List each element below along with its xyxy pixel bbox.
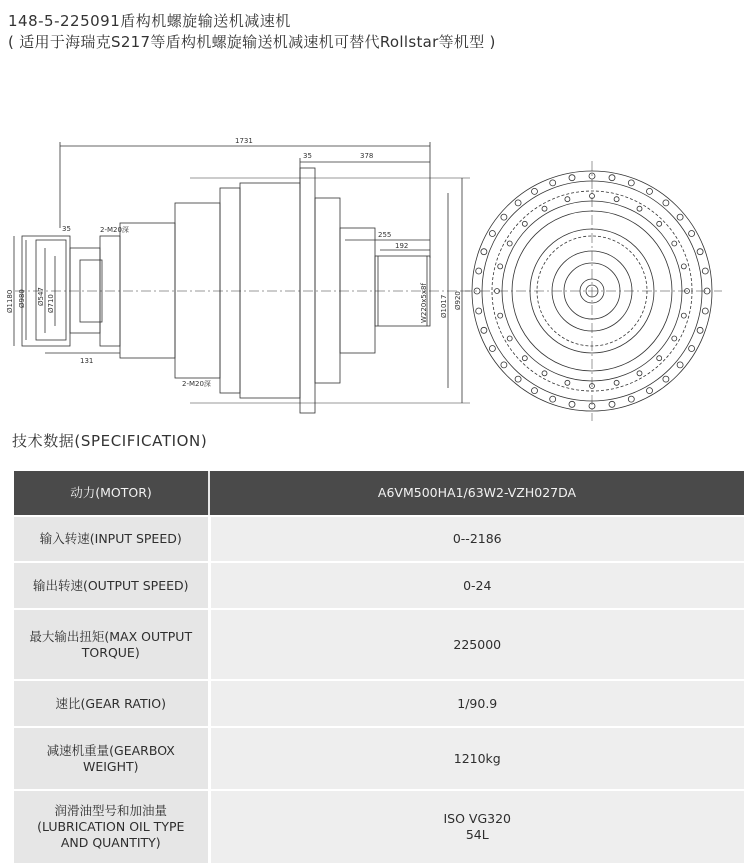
spec-value: 1210kg — [209, 727, 744, 790]
end-view — [462, 161, 722, 421]
bolt-hole — [507, 241, 512, 246]
dim-phi547: Ø547 — [37, 287, 45, 306]
specification-heading: 技术数据(SPECIFICATION) — [12, 432, 208, 450]
dim-phi980: Ø980 — [18, 289, 26, 308]
bolt-hole — [647, 188, 653, 194]
bolt-hole — [489, 346, 495, 352]
side-view-dims — [6, 137, 462, 388]
dim-35-top: 35 — [303, 152, 312, 160]
bolt-hole — [657, 356, 662, 361]
spec-row — [14, 516, 744, 562]
dim-spline: W220x5x8f — [420, 283, 428, 323]
dim-192: 192 — [395, 242, 409, 250]
spec-header-label: 动力(MOTOR) — [14, 471, 209, 516]
spec-value: 1/90.9 — [209, 680, 744, 727]
bolt-hole — [569, 401, 575, 407]
bolt-hole — [542, 371, 547, 376]
bolt-hole — [476, 308, 482, 314]
bolt-hole — [697, 327, 703, 333]
bolt-hole — [522, 221, 527, 226]
dim-35-left: 35 — [62, 225, 71, 233]
bolt-hole — [681, 313, 686, 318]
product-title: 148-5-225091盾构机螺旋输送机减速机 — [8, 12, 291, 30]
spec-label: 输入转速(INPUT SPEED) — [14, 516, 209, 562]
bolt-hole — [663, 376, 669, 382]
bolt-hole — [569, 175, 575, 181]
bolt-hole — [647, 388, 653, 394]
bolt-hole — [550, 180, 556, 186]
bolt-hole — [697, 249, 703, 255]
bolt-hole — [702, 268, 708, 274]
spec-row — [14, 790, 744, 863]
bolt-hole — [628, 180, 634, 186]
specification-table — [14, 471, 744, 863]
bolt-hole — [637, 206, 642, 211]
bolt-hole — [489, 231, 495, 237]
product-subtitle: ( 适用于海瑞克S217等盾构机螺旋输送机减速机可替代Rollstar等机型 ) — [8, 33, 496, 51]
spec-row — [14, 727, 744, 790]
bolt-hole — [681, 264, 686, 269]
spec-row — [14, 562, 744, 609]
bolt-hole — [522, 356, 527, 361]
bolt-hole — [677, 214, 683, 220]
bolt-hole — [507, 336, 512, 341]
dim-phi-pilot: Ø710 — [47, 294, 55, 313]
bolt-hole — [481, 327, 487, 333]
spec-row — [14, 609, 744, 680]
spec-value: 0--2186 — [209, 516, 744, 562]
spec-label: 润滑油型号和加油量 (LUBRICATION OIL TYPE AND QUANTITY) — [14, 790, 209, 863]
bolt-hole — [498, 264, 503, 269]
bolt-hole — [476, 268, 482, 274]
bolt-hole — [565, 380, 570, 385]
dim-378: 378 — [360, 152, 374, 160]
bolt-hole — [628, 396, 634, 402]
bolt-hole — [609, 401, 615, 407]
spec-header-value: A6VM500HA1/63W2-VZH027DA — [209, 471, 744, 516]
dim-phi-out: Ø1017 — [440, 294, 448, 318]
spec-value: 0-24 — [209, 562, 744, 609]
spec-label: 输出转速(OUTPUT SPEED) — [14, 562, 209, 609]
spec-label: 减速机重量(GEARBOX WEIGHT) — [14, 727, 209, 790]
bolt-hole — [614, 197, 619, 202]
bolt-hole — [501, 214, 507, 220]
bolt-hole — [637, 371, 642, 376]
spec-value: ISO VG320 54L — [209, 790, 744, 863]
bolt-hole — [677, 362, 683, 368]
side-view — [14, 142, 470, 413]
dim-phi-pcd: Ø920 — [454, 291, 462, 310]
dim-131: 131 — [80, 357, 94, 365]
dim-overall-length: 1731 — [235, 137, 253, 145]
bolt-hole — [532, 188, 538, 194]
dim-255: 255 — [378, 231, 392, 239]
bolt-hole — [501, 362, 507, 368]
bolt-hole — [614, 380, 619, 385]
technical-drawing — [0, 128, 750, 428]
bolt-hole — [565, 197, 570, 202]
bolt-hole — [542, 206, 547, 211]
bolt-hole — [689, 346, 695, 352]
spec-header-row — [14, 471, 744, 516]
bolt-hole — [672, 241, 677, 246]
spec-value: 225000 — [209, 609, 744, 680]
bolt-hole — [609, 175, 615, 181]
bolt-hole — [702, 308, 708, 314]
dim-bolt-top: 2-M20深 — [100, 226, 129, 234]
bolt-hole — [672, 336, 677, 341]
bolt-hole — [550, 396, 556, 402]
dim-bolt-bottom: 2-M20深 — [182, 380, 211, 388]
spec-label: 最大输出扭矩(MAX OUTPUT TORQUE) — [14, 609, 209, 680]
dim-phi1180: Ø1180 — [6, 289, 14, 313]
bolt-hole — [689, 231, 695, 237]
bolt-hole — [481, 249, 487, 255]
bolt-hole — [657, 221, 662, 226]
spec-row — [14, 680, 744, 727]
bolt-hole — [532, 388, 538, 394]
spec-label: 速比(GEAR RATIO) — [14, 680, 209, 727]
bolt-hole — [498, 313, 503, 318]
bolt-hole — [663, 200, 669, 206]
bolt-hole — [515, 200, 521, 206]
bolt-hole — [515, 376, 521, 382]
